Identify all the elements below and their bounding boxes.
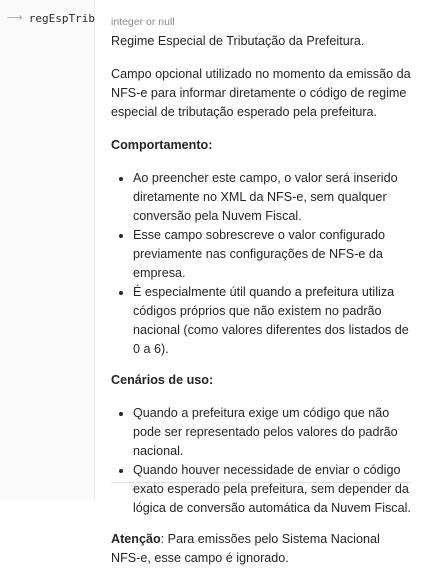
divider [111,482,411,483]
param-summary: Regime Especial de Tributação da Prefeitura. [111,34,365,48]
arrow-right-icon: ⟶ [7,12,23,24]
attention-text: : Para emissões pelo Sistema Nacional NFS-e, esse campo é ignorado. [111,532,380,565]
use-cases-list [111,404,411,518]
list-item: • É especialmente útil quando a prefeitura utiliza códigos próprios que não existem no padrão nacional (como valores diferentes dos listados de 0 a 6). [133,283,411,359]
attention-label: Atenção [111,532,161,546]
param-type: integer or null [111,16,175,28]
list-item: • Ao preencher este campo, o valor será inserido diretamente no XML da NFS-e, sem qualquer conversão pela Nuvem Fiscal. [133,169,411,226]
list-item: • Esse campo sobrescreve o valor configurado previamente nas configurações de NFS-e da empresa. [133,226,411,283]
list-item: • Quando a prefeitura exige um código que não pode ser representado pelos valores do padrão nacional. [133,404,411,461]
param-header [7,12,95,25]
list-item: • Quando houver necessidade de enviar o código exato esperado pela prefeitura, sem depender da lógica de conversão automática da Nuvem Fiscal. [133,461,411,518]
behavior-list [111,169,411,359]
param-details: Campo opcional utilizado no momento da emissão da NFS-e para informar diretamente o código de regime especial de tributação esperado pela prefeitura. [111,67,411,119]
param-description [111,16,411,568]
use-cases-heading: Cenários de uso: [111,373,214,387]
attention-note [111,530,411,568]
param-name: regEspTrib [28,12,96,25]
behavior-heading: Comportamento: [111,138,213,152]
left-gutter [0,0,95,500]
